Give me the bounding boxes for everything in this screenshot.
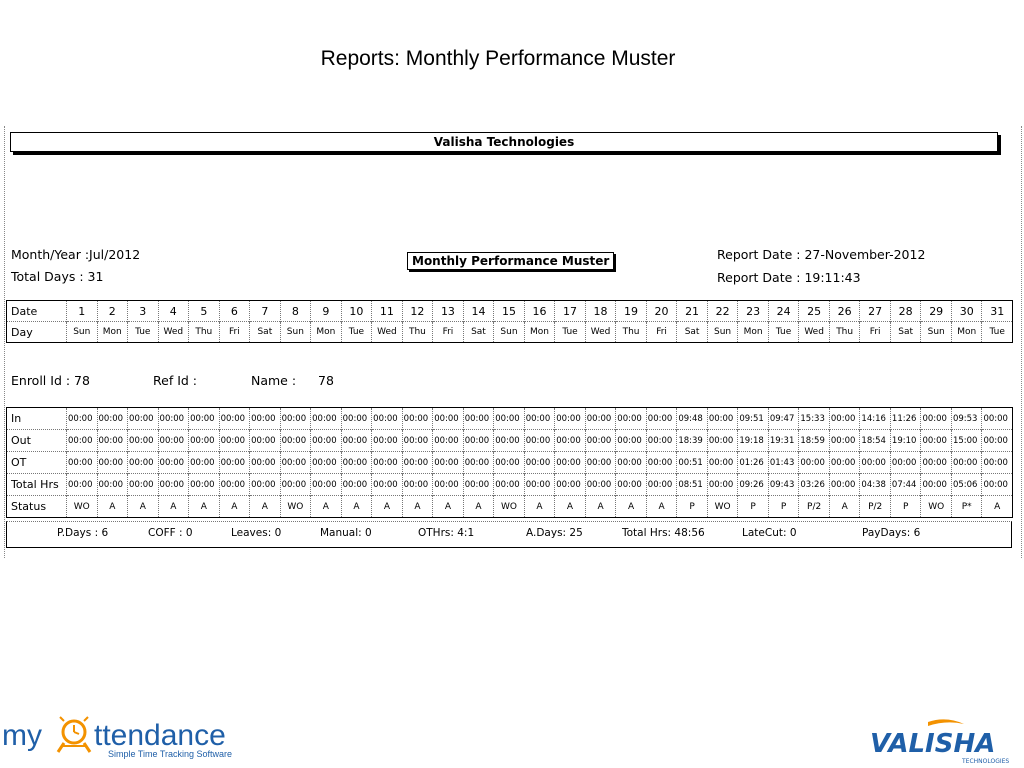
ot-cell: 00:00 — [951, 452, 982, 474]
report-date: Report Date : 27-November-2012 — [717, 247, 926, 262]
total-hrs-cell: 00:00 — [158, 474, 189, 496]
out-time-cell: 00:00 — [433, 430, 464, 452]
logo-ttendance-text: ttendance — [94, 719, 226, 752]
ot-cell: 00:00 — [97, 452, 128, 474]
ot-cell: 00:00 — [616, 452, 647, 474]
status-cell: A — [524, 496, 555, 518]
ot-cell: 00:00 — [372, 452, 403, 474]
summary-p-days: P.Days : 6 — [57, 527, 109, 539]
date-cell: 8 — [280, 301, 311, 322]
total-hrs-cell: 00:00 — [128, 474, 159, 496]
date-cell: 3 — [128, 301, 159, 322]
day-cell: Fri — [433, 322, 464, 343]
out-time-cell: 18:39 — [677, 430, 708, 452]
out-time-cell: 00:00 — [982, 430, 1013, 452]
in-time-cell: 00:00 — [433, 408, 464, 430]
date-cell: 18 — [585, 301, 616, 322]
ot-cell: 00:00 — [555, 452, 586, 474]
summary-a-days: A.Days: 25 — [526, 527, 583, 539]
status-cell: P — [738, 496, 769, 518]
total-hrs-cell: 00:00 — [982, 474, 1013, 496]
day-cell: Tue — [768, 322, 799, 343]
total-hrs-cell: 00:00 — [250, 474, 281, 496]
report-time: Report Date : 19:11:43 — [717, 270, 861, 285]
out-time-cell: 00:00 — [219, 430, 250, 452]
ot-cell: 00:00 — [189, 452, 220, 474]
date-cell: 11 — [372, 301, 403, 322]
total-hrs-cell: 00:00 — [372, 474, 403, 496]
status-cell: WO — [67, 496, 98, 518]
status-cell: P — [890, 496, 921, 518]
out-time-cell: 00:00 — [250, 430, 281, 452]
total-hrs-cell: 00:00 — [921, 474, 952, 496]
out-time-cell: 15:00 — [951, 430, 982, 452]
date-cell: 14 — [463, 301, 494, 322]
date-cell: 21 — [677, 301, 708, 322]
ot-cell: 00:00 — [921, 452, 952, 474]
total-hrs-cell: 00:00 — [555, 474, 586, 496]
status-cell: A — [829, 496, 860, 518]
status-row — [7, 496, 1013, 518]
in-time-cell: 00:00 — [402, 408, 433, 430]
total-hrs-cell: 00:00 — [524, 474, 555, 496]
date-cell: 19 — [616, 301, 647, 322]
status-cell: WO — [280, 496, 311, 518]
ot-cell: 00:00 — [799, 452, 830, 474]
ot-cell: 00:00 — [250, 452, 281, 474]
date-cell: 26 — [829, 301, 860, 322]
ot-cell: 00:00 — [860, 452, 891, 474]
report-heading: Monthly Performance Muster — [407, 252, 614, 270]
total-hrs-cell: 00:00 — [219, 474, 250, 496]
total-hrs-cell: 08:51 — [677, 474, 708, 496]
date-cell: 16 — [524, 301, 555, 322]
day-cell: Thu — [402, 322, 433, 343]
out-time-cell: 00:00 — [524, 430, 555, 452]
ot-cell: 00:00 — [341, 452, 372, 474]
out-row — [7, 430, 1013, 452]
in-time-cell: 00:00 — [280, 408, 311, 430]
ot-cell: 00:00 — [158, 452, 189, 474]
total-hrs-cell: 04:38 — [860, 474, 891, 496]
name-label: Name : — [251, 373, 297, 388]
summary-manual: Manual: 0 — [320, 527, 372, 539]
date-cell: 25 — [799, 301, 830, 322]
out-time-cell: 00:00 — [280, 430, 311, 452]
logo-valisha-text: VALISHA — [870, 729, 996, 759]
in-time-cell: 00:00 — [921, 408, 952, 430]
status-cell: WO — [707, 496, 738, 518]
day-cell: Sat — [677, 322, 708, 343]
status-cell: A — [97, 496, 128, 518]
total-hrs-label: Total Hrs — [7, 474, 67, 496]
out-time-cell: 18:54 — [860, 430, 891, 452]
day-cell: Mon — [311, 322, 342, 343]
date-cell: 23 — [738, 301, 769, 322]
in-time-cell: 00:00 — [982, 408, 1013, 430]
ot-cell: 00:00 — [433, 452, 464, 474]
total-hrs-cell: 00:00 — [189, 474, 220, 496]
in-time-cell: 00:00 — [158, 408, 189, 430]
date-cell: 24 — [768, 301, 799, 322]
date-cell: 12 — [402, 301, 433, 322]
ot-cell: 00:00 — [707, 452, 738, 474]
status-cell: A — [982, 496, 1013, 518]
out-time-cell: 00:00 — [555, 430, 586, 452]
status-cell: P/2 — [860, 496, 891, 518]
total-hrs-cell: 00:00 — [616, 474, 647, 496]
day-cell: Tue — [128, 322, 159, 343]
ot-cell: 00:51 — [677, 452, 708, 474]
day-cell: Thu — [616, 322, 647, 343]
out-time-cell: 00:00 — [921, 430, 952, 452]
date-cell: 5 — [189, 301, 220, 322]
status-cell: A — [250, 496, 281, 518]
out-time-cell: 19:31 — [768, 430, 799, 452]
summary-bar — [6, 521, 1012, 548]
ot-cell: 00:00 — [402, 452, 433, 474]
alarm-clock-icon — [58, 717, 90, 752]
in-time-cell: 09:48 — [677, 408, 708, 430]
out-time-cell: 00:00 — [463, 430, 494, 452]
ot-cell: 00:00 — [219, 452, 250, 474]
ot-cell: 00:00 — [646, 452, 677, 474]
in-time-cell: 00:00 — [219, 408, 250, 430]
ot-cell: 00:00 — [585, 452, 616, 474]
total-hrs-cell: 07:44 — [890, 474, 921, 496]
status-cell: A — [555, 496, 586, 518]
status-cell: P* — [951, 496, 982, 518]
logo-swoosh-icon — [928, 719, 964, 726]
day-cell: Sun — [67, 322, 98, 343]
in-time-cell: 00:00 — [616, 408, 647, 430]
ot-cell: 00:00 — [890, 452, 921, 474]
summary-latecut: LateCut: 0 — [742, 527, 797, 539]
day-cell: Fri — [860, 322, 891, 343]
out-time-cell: 18:59 — [799, 430, 830, 452]
status-cell: A — [219, 496, 250, 518]
status-cell: A — [616, 496, 647, 518]
in-time-cell: 00:00 — [250, 408, 281, 430]
day-cell: Thu — [829, 322, 860, 343]
ot-row — [7, 452, 1013, 474]
in-time-cell: 11:26 — [890, 408, 921, 430]
in-time-cell: 15:33 — [799, 408, 830, 430]
day-cell: Mon — [738, 322, 769, 343]
day-cell: Fri — [646, 322, 677, 343]
in-time-cell: 00:00 — [311, 408, 342, 430]
in-time-cell: 09:51 — [738, 408, 769, 430]
day-cell: Sun — [494, 322, 525, 343]
logo-tagline: Simple Time Tracking Software — [108, 749, 233, 759]
day-cell: Sat — [463, 322, 494, 343]
status-cell: P — [677, 496, 708, 518]
date-cell: 29 — [921, 301, 952, 322]
ot-cell: 00:00 — [280, 452, 311, 474]
day-cell: Mon — [97, 322, 128, 343]
in-time-cell: 00:00 — [555, 408, 586, 430]
total-hrs-cell: 09:26 — [738, 474, 769, 496]
status-cell: WO — [921, 496, 952, 518]
in-time-cell: 00:00 — [707, 408, 738, 430]
out-time-cell: 00:00 — [341, 430, 372, 452]
in-time-cell: 09:47 — [768, 408, 799, 430]
name-value: 78 — [318, 373, 334, 388]
month-year: Month/Year :Jul/2012 — [11, 247, 141, 262]
date-cell: 28 — [890, 301, 921, 322]
myattendance-logo — [2, 712, 252, 762]
total-hrs-cell: 09:43 — [768, 474, 799, 496]
ot-cell: 00:00 — [311, 452, 342, 474]
date-cell: 27 — [860, 301, 891, 322]
valisha-logo — [866, 718, 1022, 766]
in-time-cell: 00:00 — [463, 408, 494, 430]
status-cell: A — [585, 496, 616, 518]
day-label: Day — [7, 322, 67, 343]
day-cell: Sun — [707, 322, 738, 343]
status-cell: A — [372, 496, 403, 518]
out-time-cell: 00:00 — [372, 430, 403, 452]
out-time-cell: 00:00 — [829, 430, 860, 452]
slide-title: Reports: Monthly Performance Muster — [320, 47, 676, 70]
in-time-cell: 00:00 — [128, 408, 159, 430]
out-time-cell: 00:00 — [707, 430, 738, 452]
total-hrs-cell: 00:00 — [280, 474, 311, 496]
logo-my-text: my — [2, 719, 42, 752]
day-cell: Wed — [799, 322, 830, 343]
ot-cell: 01:26 — [738, 452, 769, 474]
out-time-cell: 00:00 — [311, 430, 342, 452]
in-time-cell: 00:00 — [97, 408, 128, 430]
day-row — [7, 322, 1013, 343]
total-hrs-cell: 00:00 — [585, 474, 616, 496]
status-cell: A — [463, 496, 494, 518]
status-cell: A — [128, 496, 159, 518]
out-time-cell: 00:00 — [67, 430, 98, 452]
summary-leaves: Leaves: 0 — [231, 527, 282, 539]
in-time-cell: 09:53 — [951, 408, 982, 430]
date-cell: 2 — [97, 301, 128, 322]
day-cell: Fri — [219, 322, 250, 343]
out-time-cell: 00:00 — [616, 430, 647, 452]
ot-cell: 00:00 — [829, 452, 860, 474]
day-cell: Mon — [524, 322, 555, 343]
date-cell: 17 — [555, 301, 586, 322]
company-header: Valisha Technologies — [10, 132, 998, 152]
ot-cell: 00:00 — [494, 452, 525, 474]
ot-cell: 00:00 — [524, 452, 555, 474]
status-cell: A — [189, 496, 220, 518]
total-hrs-cell: 03:26 — [799, 474, 830, 496]
date-cell: 6 — [219, 301, 250, 322]
in-row — [7, 408, 1013, 430]
status-label: Status — [7, 496, 67, 518]
date-cell: 20 — [646, 301, 677, 322]
total-hrs-cell: 00:00 — [341, 474, 372, 496]
total-hrs-cell: 00:00 — [97, 474, 128, 496]
out-time-cell: 00:00 — [494, 430, 525, 452]
ot-cell: 00:00 — [463, 452, 494, 474]
day-cell: Sat — [890, 322, 921, 343]
report-sheet — [4, 126, 1022, 558]
in-time-cell: 14:16 — [860, 408, 891, 430]
total-hrs-cell: 05:06 — [951, 474, 982, 496]
out-time-cell: 00:00 — [189, 430, 220, 452]
attendance-table — [6, 407, 1013, 518]
date-day-table — [6, 300, 1013, 343]
summary-paydays: PayDays: 6 — [862, 527, 921, 539]
date-cell: 31 — [982, 301, 1013, 322]
day-cell: Sun — [280, 322, 311, 343]
summary-total-hrs: Total Hrs: 48:56 — [622, 527, 705, 539]
day-cell: Tue — [555, 322, 586, 343]
date-cell: 13 — [433, 301, 464, 322]
in-time-cell: 00:00 — [494, 408, 525, 430]
in-label: In — [11, 412, 22, 425]
in-time-cell: 00:00 — [189, 408, 220, 430]
summary-coff: COFF : 0 — [148, 527, 193, 539]
date-cell: 7 — [250, 301, 281, 322]
in-time-cell: 00:00 — [585, 408, 616, 430]
date-cell: 4 — [158, 301, 189, 322]
date-cell: 30 — [951, 301, 982, 322]
date-cell: 9 — [311, 301, 342, 322]
date-cell: 15 — [494, 301, 525, 322]
day-cell: Wed — [372, 322, 403, 343]
status-cell: A — [433, 496, 464, 518]
out-time-cell: 00:00 — [402, 430, 433, 452]
status-cell: A — [158, 496, 189, 518]
total-hrs-cell: 00:00 — [646, 474, 677, 496]
in-time-cell: 00:00 — [646, 408, 677, 430]
status-cell: WO — [494, 496, 525, 518]
in-time-cell: 00:00 — [372, 408, 403, 430]
out-time-cell: 00:00 — [97, 430, 128, 452]
ot-cell: 01:43 — [768, 452, 799, 474]
day-cell: Sun — [921, 322, 952, 343]
day-cell: Sat — [250, 322, 281, 343]
date-row — [7, 301, 1013, 322]
total-hrs-cell: 00:00 — [311, 474, 342, 496]
date-label: Date — [11, 304, 38, 318]
status-cell: A — [311, 496, 342, 518]
day-cell: Tue — [982, 322, 1013, 343]
status-cell: P — [768, 496, 799, 518]
day-cell: Thu — [189, 322, 220, 343]
total-hrs-row — [7, 474, 1013, 496]
total-hrs-cell: 00:00 — [402, 474, 433, 496]
total-hrs-cell: 00:00 — [463, 474, 494, 496]
day-cell: Tue — [341, 322, 372, 343]
logo-technologies-text: TECHNOLOGIES — [962, 758, 1010, 765]
in-time-cell: 00:00 — [341, 408, 372, 430]
summary-othrs: OTHrs: 4:1 — [418, 527, 475, 539]
in-time-cell: 00:00 — [524, 408, 555, 430]
day-cell: Wed — [585, 322, 616, 343]
total-days: Total Days : 31 — [11, 269, 104, 284]
out-time-cell: 00:00 — [646, 430, 677, 452]
out-time-cell: 19:10 — [890, 430, 921, 452]
status-cell: A — [402, 496, 433, 518]
day-cell: Mon — [951, 322, 982, 343]
in-time-cell: 00:00 — [829, 408, 860, 430]
status-cell: P/2 — [799, 496, 830, 518]
ot-cell: 00:00 — [982, 452, 1013, 474]
out-time-cell: 00:00 — [128, 430, 159, 452]
date-cell: 10 — [341, 301, 372, 322]
date-cell: 1 — [67, 301, 98, 322]
out-time-cell: 19:18 — [738, 430, 769, 452]
ot-cell: 00:00 — [67, 452, 98, 474]
ot-label: OT — [7, 452, 67, 474]
ot-cell: 00:00 — [128, 452, 159, 474]
total-hrs-cell: 00:00 — [494, 474, 525, 496]
enroll-id: Enroll Id : 78 — [11, 373, 90, 388]
out-label: Out — [7, 430, 67, 452]
total-hrs-cell: 00:00 — [433, 474, 464, 496]
status-cell: A — [341, 496, 372, 518]
ref-id: Ref Id : — [153, 373, 197, 388]
date-cell: 22 — [707, 301, 738, 322]
total-hrs-cell: 00:00 — [829, 474, 860, 496]
total-hrs-cell: 00:00 — [67, 474, 98, 496]
total-hrs-cell: 00:00 — [707, 474, 738, 496]
status-cell: A — [646, 496, 677, 518]
day-cell: Wed — [158, 322, 189, 343]
out-time-cell: 00:00 — [158, 430, 189, 452]
in-time-cell: 00:00 — [67, 408, 98, 430]
out-time-cell: 00:00 — [585, 430, 616, 452]
